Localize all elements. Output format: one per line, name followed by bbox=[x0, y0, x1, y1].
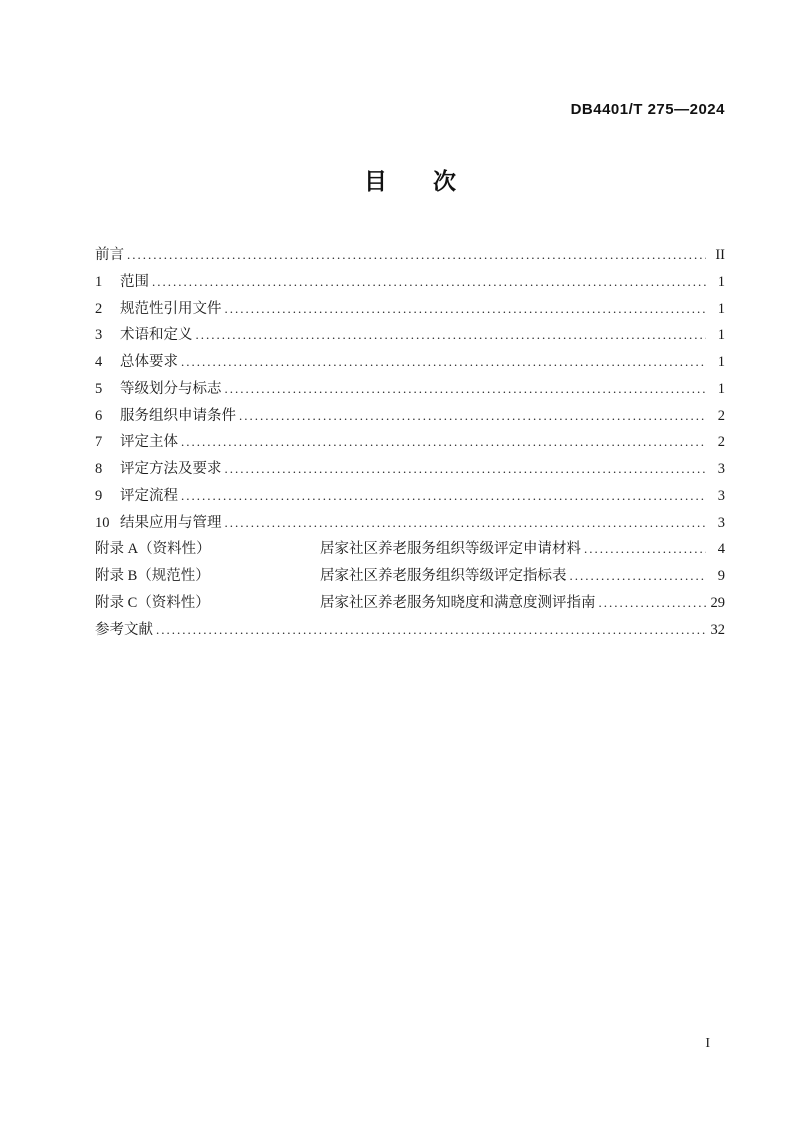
toc-entry-number: 1 bbox=[95, 273, 103, 290]
toc-entry-page: 3 bbox=[717, 514, 725, 531]
toc-leader-dots bbox=[181, 349, 706, 376]
doc-code: DB4401/T 275—2024 bbox=[570, 101, 725, 118]
toc-leader-dots bbox=[239, 403, 706, 430]
toc-entry[interactable] bbox=[95, 296, 725, 323]
toc-entry[interactable] bbox=[95, 456, 725, 483]
toc-entry-page: 4 bbox=[717, 541, 725, 558]
toc-entry-label: 服务组织申请条件 bbox=[120, 407, 236, 424]
toc-entry-label: 参考文献 bbox=[95, 621, 153, 638]
toc-entry-sublabel: 居家社区养老服务知晓度和满意度测评指南 bbox=[320, 594, 596, 611]
toc-entry-number: 7 bbox=[95, 434, 103, 451]
toc-entry[interactable] bbox=[95, 376, 725, 403]
toc-entry-number: 10 bbox=[95, 514, 110, 531]
toc-entry[interactable] bbox=[95, 483, 725, 510]
toc-entry-sublabel: 居家社区养老服务组织等级评定指标表 bbox=[320, 568, 567, 584]
toc-entry-page: 32 bbox=[710, 621, 725, 638]
toc-entry-label: 术语和定义 bbox=[120, 327, 193, 344]
toc-leader-dots bbox=[225, 296, 707, 323]
toc-leader-dots bbox=[599, 590, 707, 617]
toc-entry-page: 1 bbox=[717, 380, 725, 397]
toc-entry-page: 9 bbox=[717, 568, 725, 584]
toc-entry-label: 范围 bbox=[120, 273, 149, 290]
toc-entry-page: 3 bbox=[717, 461, 725, 477]
toc-entry[interactable] bbox=[95, 429, 725, 456]
toc-leader-dots bbox=[181, 429, 706, 456]
toc-leader-dots bbox=[570, 563, 707, 590]
toc-entry-number: 9 bbox=[95, 487, 103, 504]
toc-leader-dots bbox=[196, 322, 707, 349]
toc-entry-number: 6 bbox=[95, 407, 103, 424]
toc-entry-label: 评定流程 bbox=[120, 487, 178, 504]
toc-entry[interactable] bbox=[95, 510, 725, 537]
toc-entry[interactable] bbox=[95, 322, 725, 349]
toc-entry[interactable] bbox=[95, 242, 725, 269]
toc-entry[interactable] bbox=[95, 590, 725, 617]
toc-entry-label: 前言 bbox=[95, 247, 124, 263]
toc-entry-number: 2 bbox=[95, 300, 103, 317]
toc-entry-label: 附录 C（资料性） bbox=[95, 594, 210, 611]
doc-header bbox=[95, 101, 725, 119]
page-title-char-1: 目 bbox=[364, 168, 387, 194]
toc-entry-label: 评定主体 bbox=[120, 434, 178, 451]
toc-entry-number: 5 bbox=[95, 380, 103, 397]
toc-entry-page: 1 bbox=[717, 354, 725, 370]
toc-leader-dots bbox=[225, 510, 707, 537]
page-footer bbox=[95, 1036, 710, 1052]
toc-entry-page: 2 bbox=[717, 434, 725, 451]
toc-entry-label: 总体要求 bbox=[120, 354, 178, 370]
toc-leader-dots bbox=[127, 242, 706, 269]
toc-entry-page: 3 bbox=[717, 487, 725, 504]
toc-leader-dots bbox=[225, 376, 707, 403]
toc-leader-dots bbox=[152, 269, 706, 296]
toc-entry-label: 等级划分与标志 bbox=[120, 380, 222, 397]
toc-entry-page: 1 bbox=[717, 327, 725, 344]
toc-leader-dots bbox=[181, 483, 706, 510]
page-title-char-2: 次 bbox=[433, 168, 456, 194]
toc-entry-number: 4 bbox=[95, 354, 103, 370]
toc-leader-dots bbox=[156, 617, 706, 644]
toc-entry[interactable] bbox=[95, 403, 725, 430]
toc-entry-label: 评定方法及要求 bbox=[120, 461, 222, 477]
toc-entry-page: 1 bbox=[717, 273, 725, 290]
toc-entry-number: 3 bbox=[95, 327, 103, 344]
page-title bbox=[95, 166, 725, 196]
toc-entry-page: 29 bbox=[710, 594, 725, 611]
toc-entry-page: 1 bbox=[717, 300, 725, 317]
toc-entry-page: 2 bbox=[717, 407, 725, 424]
toc-list bbox=[95, 242, 725, 643]
toc-entry-label: 附录 A（资料性） bbox=[95, 541, 211, 558]
toc-entry-label: 规范性引用文件 bbox=[120, 300, 222, 317]
toc-leader-dots bbox=[584, 536, 706, 563]
toc-leader-dots bbox=[225, 456, 707, 483]
toc-entry[interactable] bbox=[95, 563, 725, 590]
toc-entry-sublabel: 居家社区养老服务组织等级评定申请材料 bbox=[320, 541, 581, 558]
toc-entry-label: 结果应用与管理 bbox=[120, 514, 222, 531]
toc-entry[interactable] bbox=[95, 269, 725, 296]
toc-entry[interactable] bbox=[95, 536, 725, 563]
toc-entry-number: 8 bbox=[95, 461, 103, 477]
toc-entry-page: II bbox=[715, 247, 725, 263]
toc-entry[interactable] bbox=[95, 617, 725, 644]
page-number: I bbox=[705, 1036, 710, 1051]
toc-entry-label: 附录 B（规范性） bbox=[95, 568, 210, 584]
toc-entry[interactable] bbox=[95, 349, 725, 376]
